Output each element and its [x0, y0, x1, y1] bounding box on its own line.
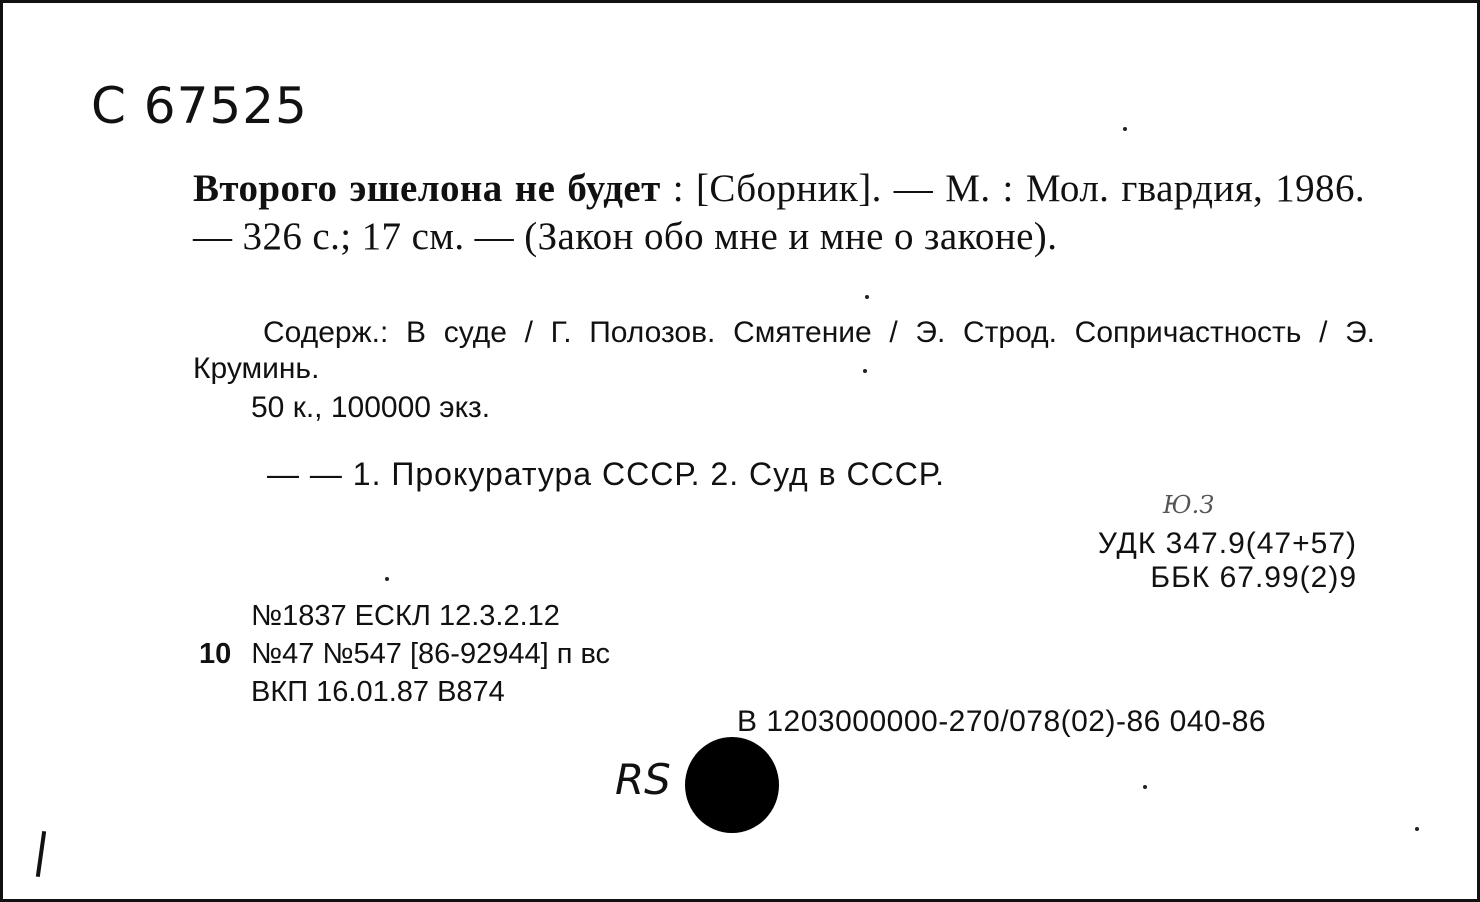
handwritten-initials: RS [615, 755, 671, 804]
price-and-print-run: 50 к., 100000 экз. [251, 391, 491, 424]
dust-speck [1123, 127, 1127, 131]
handwritten-mark: Ю.З [1163, 491, 1215, 519]
registration-codes [199, 597, 610, 711]
code-line-3: ВКП 16.01.87 В874 [251, 676, 505, 708]
publication-details: : [Сборник]. — М. : Мол. гвардия, 1986. — 326 с.; 17 см. — (Закон обо мне и мне о законе). [193, 167, 1365, 258]
dust-speck [863, 369, 867, 373]
pencil-stroke [36, 831, 46, 877]
udk-code: УДК 347.9(47+57) [1097, 527, 1357, 560]
dust-speck [1143, 785, 1147, 789]
contents-note: Содерж.: В суде / Г. Полозов. Смятение / Э. Строд. Сопричастность / Э. Круминь. [193, 316, 1375, 385]
index-code-line: В 1203000000-270/078(02)-86 040-86 [737, 705, 1267, 738]
dust-speck [1415, 827, 1419, 831]
book-title: Второго эшелона не будет [193, 167, 661, 210]
dust-speck [865, 295, 869, 299]
bbk-code: ББК 67.99(2)9 [1150, 561, 1357, 594]
bibliographic-description [193, 165, 1365, 261]
code-line-1: №1837 ЕСКЛ 12.3.2.12 [251, 600, 560, 632]
ink-blot [685, 737, 779, 833]
code-line-2-prefix: 10 [199, 638, 232, 670]
code-line-2: №47 №547 [86-92944] п вс [251, 638, 611, 670]
classification-block [1098, 527, 1357, 595]
subject-headings: — — 1. Прокуратура СССР. 2. Суд в СССР. [267, 456, 945, 492]
dust-speck [385, 577, 389, 581]
inventory-number: С 67525 [91, 77, 308, 135]
